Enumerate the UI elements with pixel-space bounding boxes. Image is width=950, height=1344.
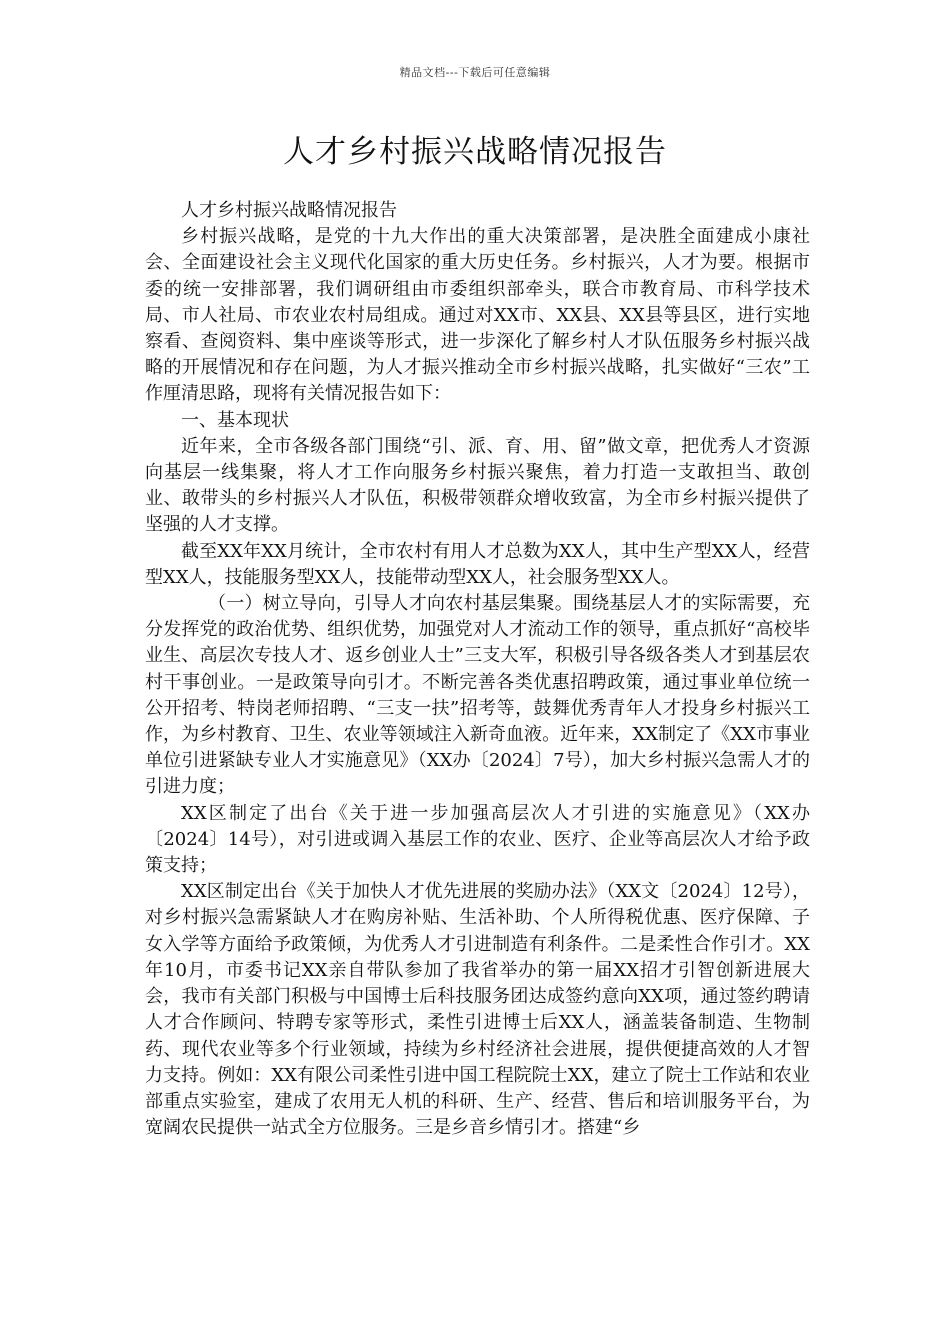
header-note: 精品文档---下载后可任意编辑 xyxy=(399,66,551,79)
paragraph-intro: 乡村振兴战略，是党的十九大作出的重大决策部署，是决胜全面建成小康社会、全面建设社会主义现代化国家的重大历史任务。乡村振兴，人才为要。根据市委的统一安排部署，我们调研组由市委组织部牵头，联合市教育局、市科学技术局、市人社局、市农业农村局组成。通过对XX市、XX县、XX县等县区，进行实地察看、查阅资料、集中座谈等形式，进一步深化了解乡村人才队伍服务乡村振兴战略的开展情况和存在问题，为人才振兴推动全市乡村振兴战略，扎实做好“三农”工作厘清思路，现将有关情况报告如下： xyxy=(145,226,810,405)
document-body xyxy=(145,198,810,1141)
section-heading: 一、基本现状 xyxy=(181,409,289,431)
paragraph: XX区制定了出台《关于进一步加强高层次人才引进的实施意见》（XX办〔2024〕14号），对引进或调入基层工作的农业、医疗、企业等高层次人才给予政策支持； xyxy=(145,802,810,877)
paragraph: 近年来，全市各级各部门围绕“引、派、育、用、留”做文章，把优秀人才资源向基层一线集聚，将人才工作向服务乡村振兴聚焦，着力打造一支敢担当、敢创业、敢带头的乡村振兴人才队伍，积极带领群众增收致富，为全市乡村振兴提供了坚强的人才支撑。 xyxy=(145,435,810,536)
document-title: 人才乡村振兴战略情况报告 xyxy=(283,134,667,170)
paragraph: XX区制定出台《关于加快人才优先进展的奖励办法》（XX文〔2024〕12号），对乡村振兴急需紧缺人才在购房补贴、生活补助、个人所得税优惠、医疗保障、子女入学等方面给予政策倾，为优秀人才引进制造有利条件。二是柔性合作引才。XX年10月，市委书记XX亲自带队参加了我省举办的第一届XX招才引智创新进展大会，我市有关部门积极与中国博士后科技服务团达成签约意向XX项，通过签约聘请人才合作顾问、特聘专家等形式，柔性引进博士后XX人，涵盖装备制造、生物制药、现代农业等多个行业领域，持续为乡村经济社会进展，提供便捷高效的人才智力支持。例如：XX有限公司柔性引进中国工程院院士XX，建立了院士工作站和农业部重点实验室，建成了农用无人机的科研、生产、经营、售后和培训服务平台，为宽阔农民提供一站式全方位服务。三是乡音乡情引才。搭建“乡 xyxy=(145,881,810,1139)
paragraph-subtitle: 人才乡村振兴战略情况报告 xyxy=(181,200,397,221)
paragraph: 截至XX年XX月统计，全市农村有用人才总数为XX人，其中生产型XX人，经营型XX人，技能服务型XX人，技能带动型XX人，社会服务型XX人。 xyxy=(145,540,810,588)
paragraph: （一）树立导向，引导人才向农村基层集聚。围绕基层人才的实际需要，充分发挥党的政治优势、组织优势，加强党对人才流动工作的领导，重点抓好“高校毕业生、高层次专技人才、返乡创业人士”三支大军，积极引导各级各类人才到基层农村干事创业。一是政策导向引才。不断完善各类优惠招聘政策，通过事业单位统一公开招考、特岗老师招聘、“三支一扶”招考等，鼓舞优秀青年人才投身乡村振兴工作，为乡村教育、卫生、农业等领域注入新奇血液。近年来，XX制定了《XX市事业单位引进紧缺专业人才实施意见》（XX办〔2024〕7号），加大乡村振兴急需人才的引进力度； xyxy=(145,593,810,798)
